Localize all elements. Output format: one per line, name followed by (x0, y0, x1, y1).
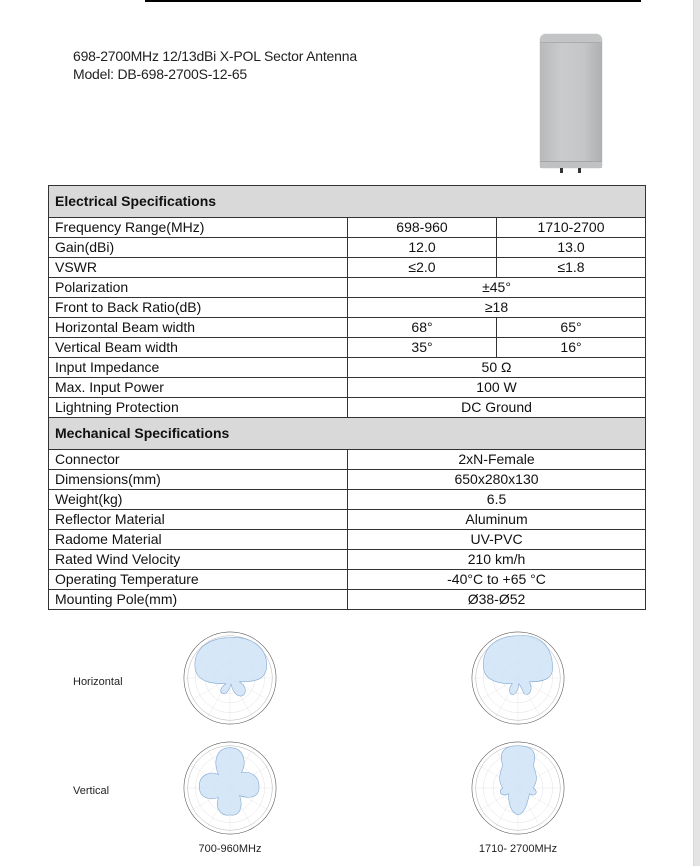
spec-row (49, 398, 646, 418)
spec-label: Dimensions(mm) (49, 470, 348, 490)
spec-label: Vertical Beam width (49, 338, 348, 358)
pattern-col-label-high: 1710- 2700MHz (478, 843, 558, 855)
spec-label: Mounting Pole(mm) (49, 590, 348, 610)
spec-value: ≤2.0 (348, 258, 497, 278)
antenna-bottom-cap (540, 161, 602, 168)
spec-row (49, 490, 646, 510)
spec-row (49, 318, 646, 338)
spec-label: Rated Wind Velocity (49, 550, 348, 570)
spec-value: 100 W (348, 378, 646, 398)
spec-value: ≤1.8 (497, 258, 646, 278)
spec-label: Max. Input Power (49, 378, 348, 398)
spec-row (49, 530, 646, 550)
spec-value: -40°C to +65 °C (348, 570, 646, 590)
spec-value: 65° (497, 318, 646, 338)
top-rule (145, 0, 641, 2)
spec-value: 210 km/h (348, 550, 646, 570)
spec-label: Lightning Protection (49, 398, 348, 418)
spec-label: Radome Material (49, 530, 348, 550)
spec-value: 12.0 (348, 238, 497, 258)
section-mechanical (49, 418, 646, 450)
spec-row (49, 298, 646, 318)
spec-row (49, 470, 646, 490)
spec-row (49, 570, 646, 590)
section-title: Electrical Specifications (49, 186, 646, 218)
spec-label: Connector (49, 450, 348, 470)
spec-label: Weight(kg) (49, 490, 348, 510)
spec-table (48, 185, 646, 610)
spec-row (49, 218, 646, 238)
spec-label: VSWR (49, 258, 348, 278)
spec-value: ±45° (348, 278, 646, 298)
pattern-col-label-low: 700-960MHz (198, 843, 262, 855)
spec-value: 650x280x130 (348, 470, 646, 490)
scrollbar[interactable] (693, 0, 700, 866)
spec-value: 50 Ω (348, 358, 646, 378)
spec-value: 1710-2700 (497, 218, 646, 238)
spec-row (49, 358, 646, 378)
spec-row (49, 238, 646, 258)
section-title: Mechanical Specifications (49, 418, 646, 450)
radiation-lobe (199, 748, 259, 815)
spec-value: UV-PVC (348, 530, 646, 550)
spec-value: Aluminum (348, 510, 646, 530)
spec-row (49, 378, 646, 398)
spec-value: 6.5 (348, 490, 646, 510)
spec-value: DC Ground (348, 398, 646, 418)
spec-label: Operating Temperature (49, 570, 348, 590)
pattern-row-label-vertical: Vertical (73, 785, 110, 797)
radiation-lobe (500, 746, 537, 815)
pattern-v-high (470, 740, 566, 836)
antenna-top-cap (540, 34, 602, 43)
spec-value: 2xN-Female (348, 450, 646, 470)
section-electrical (49, 186, 646, 218)
spec-label: Front to Back Ratio(dB) (49, 298, 348, 318)
spec-label: Gain(dBi) (49, 238, 348, 258)
product-title: 698-2700MHz 12/13dBi X-POL Sector Antenna (73, 48, 357, 64)
spec-value: 35° (348, 338, 497, 358)
spec-value: 13.0 (497, 238, 646, 258)
spec-label: Reflector Material (49, 510, 348, 530)
spec-row (49, 338, 646, 358)
model-number: Model: DB-698-2700S-12-65 (73, 66, 247, 82)
spec-label: Polarization (49, 278, 348, 298)
pattern-h-low (182, 630, 278, 726)
spec-row (49, 258, 646, 278)
antenna-radome (540, 34, 602, 168)
spec-value: 68° (348, 318, 497, 338)
spec-label: Horizontal Beam width (49, 318, 348, 338)
spec-value: ≥18 (348, 298, 646, 318)
spec-row (49, 450, 646, 470)
spec-label: Input Impedance (49, 358, 348, 378)
spec-value: 698-960 (348, 218, 497, 238)
sector-antenna-image (540, 34, 604, 180)
radiation-lobe (483, 636, 552, 695)
spec-row (49, 278, 646, 298)
spec-row (49, 550, 646, 570)
connector-icon (560, 168, 563, 173)
connector-icon (578, 168, 581, 173)
document-title (73, 47, 357, 83)
spec-label: Frequency Range(MHz) (49, 218, 348, 238)
pattern-v-low (182, 740, 278, 836)
spec-row (49, 510, 646, 530)
pattern-row-label-horizontal: Horizontal (73, 676, 123, 688)
pattern-h-high (470, 630, 566, 726)
spec-value: 16° (497, 338, 646, 358)
radiation-lobe (195, 637, 267, 696)
spec-row (49, 590, 646, 610)
spec-value: Ø38-Ø52 (348, 590, 646, 610)
